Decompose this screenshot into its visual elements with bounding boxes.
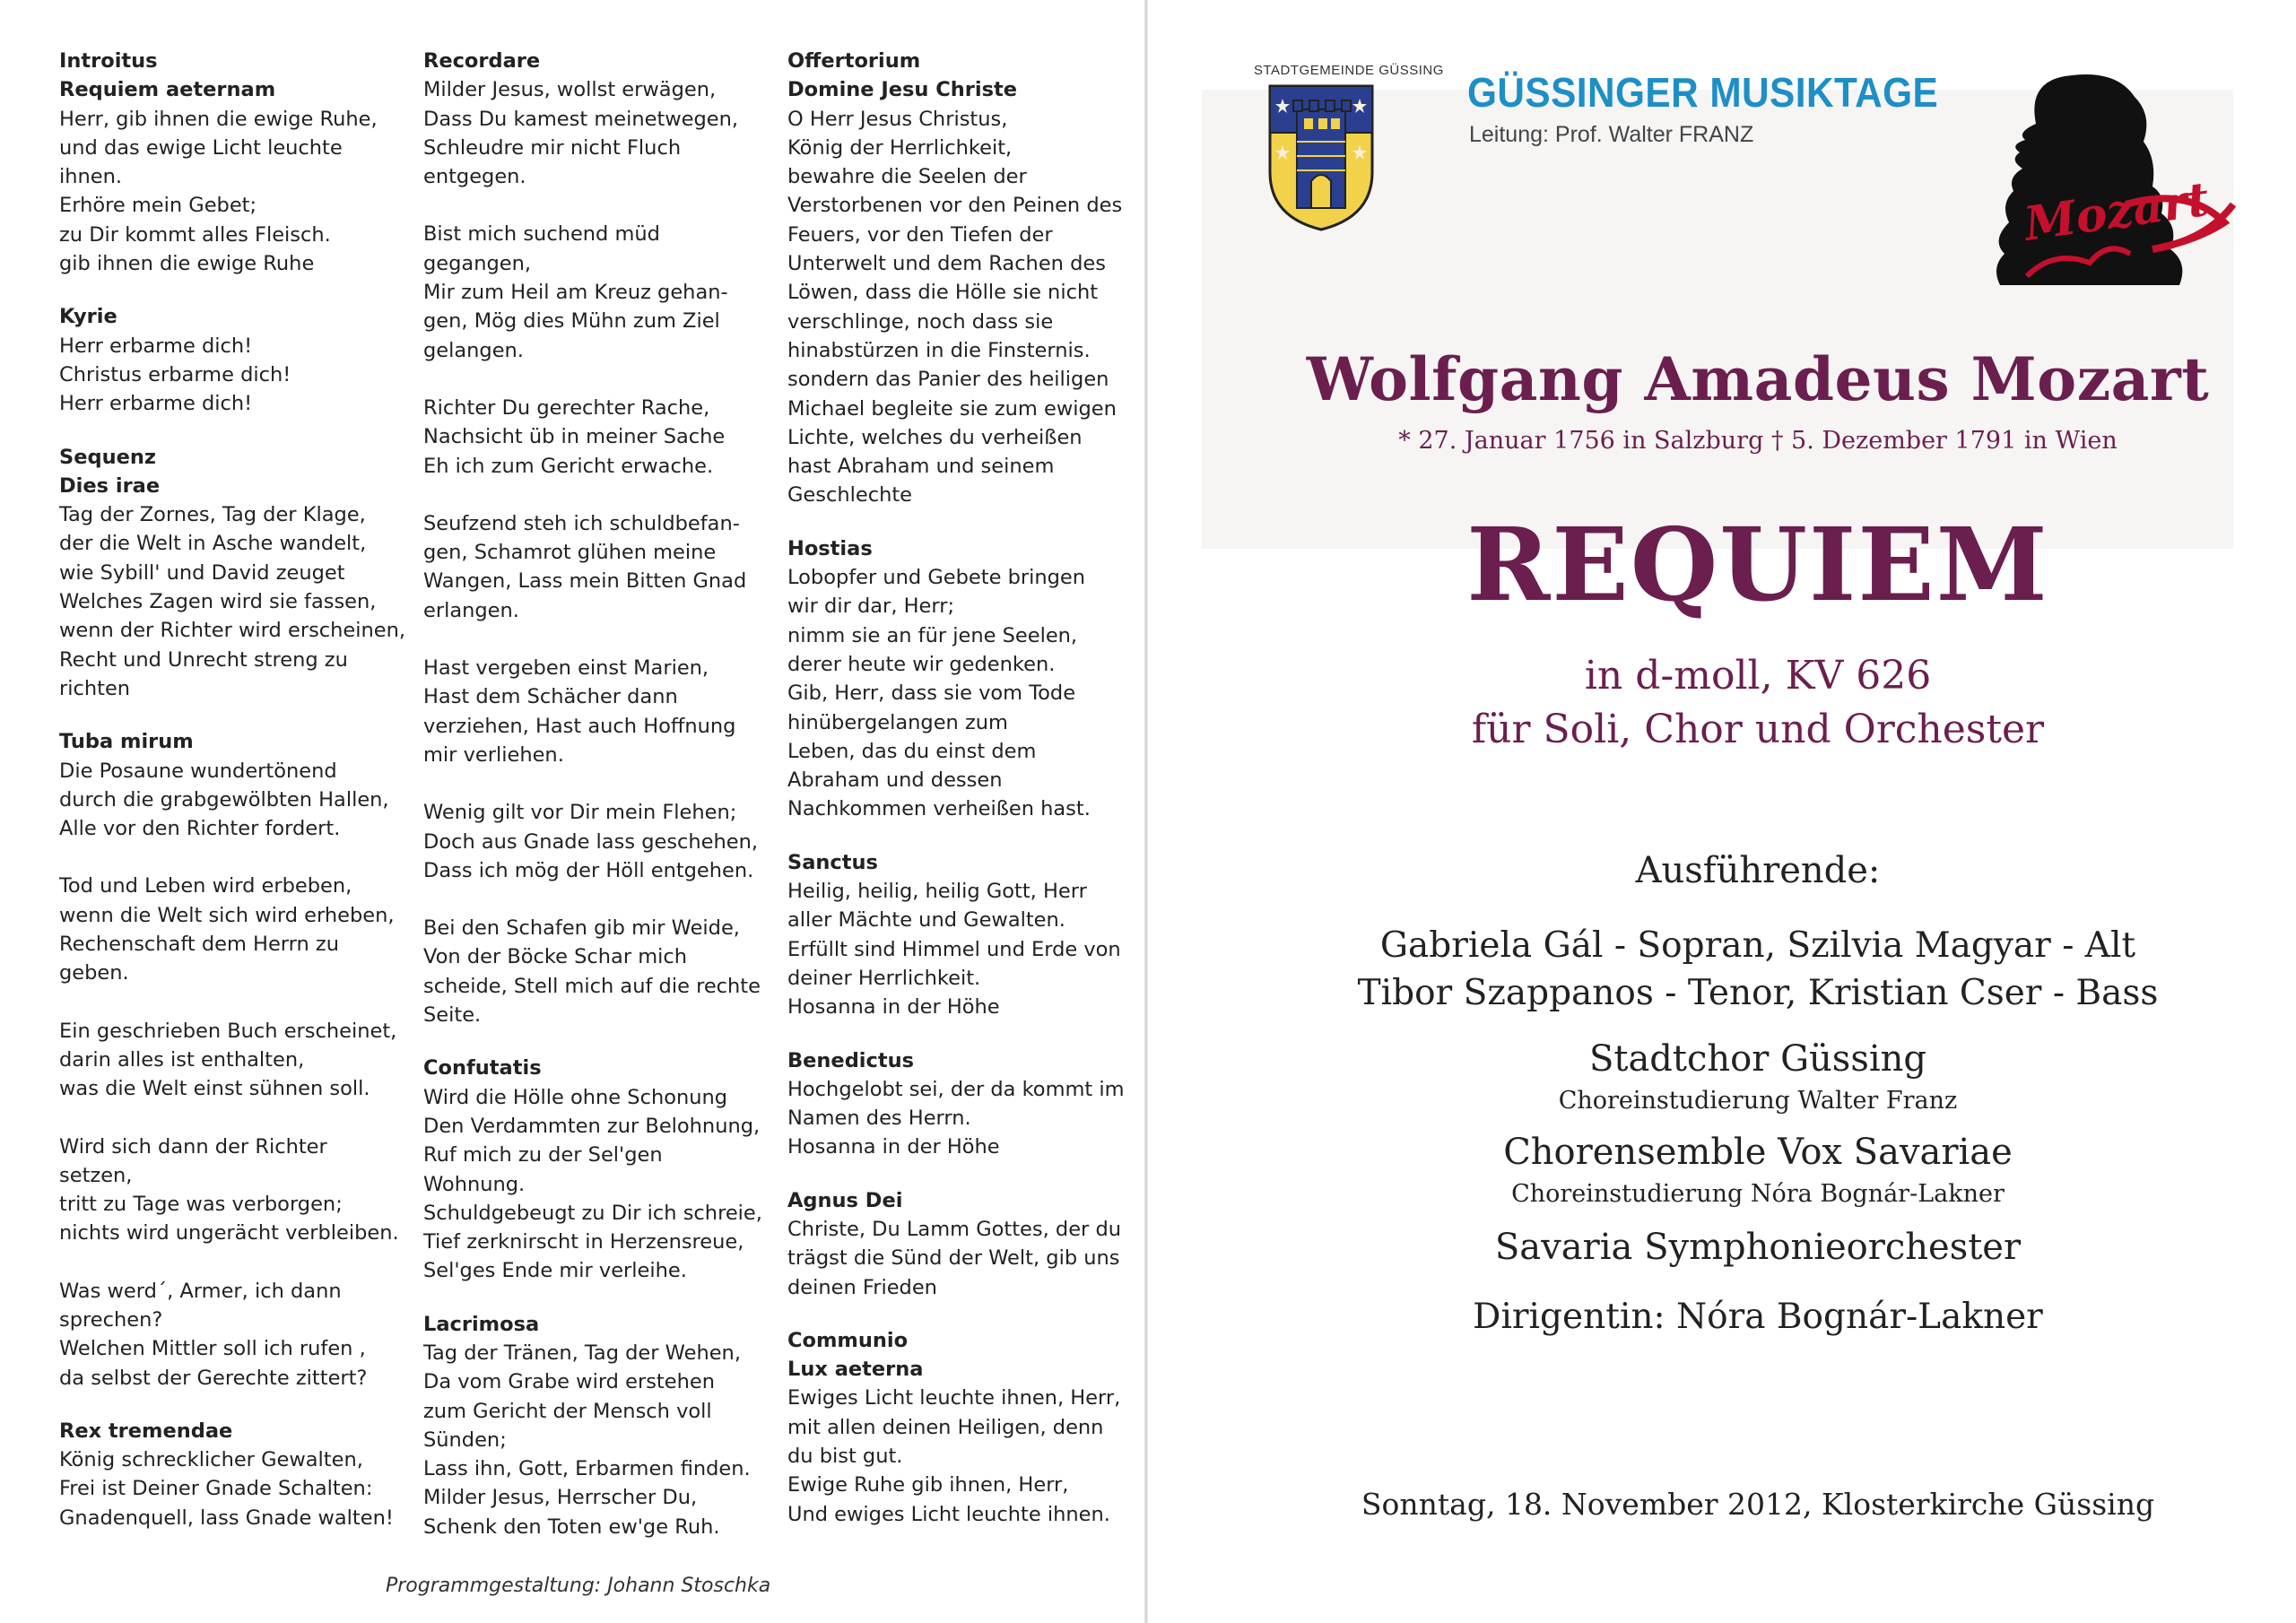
text-line: Alle vor den Richter fordert. xyxy=(59,817,341,841)
text-line: Milder Jesus, wollst erwägen, xyxy=(423,78,717,102)
text-line: Verstorbenen vor den Peinen des xyxy=(787,194,1123,218)
section-heading: Lacrimosa xyxy=(423,1312,540,1336)
text-line: Frei ist Deiner Gnade Schalten: xyxy=(59,1477,373,1501)
stanza xyxy=(787,563,1137,824)
stanza xyxy=(59,1133,409,1248)
text-line: Wird die Hölle ohne Schonung xyxy=(423,1085,728,1109)
text-line: Von der Böcke Schar mich xyxy=(423,945,688,969)
text-line: was die Welt einst sühnen soll. xyxy=(59,1077,370,1101)
text-line: Lass ihn, Gott, Erbarmen finden. xyxy=(423,1457,751,1481)
text-line: gib ihnen die ewige Ruhe xyxy=(59,252,315,276)
text-line: Nachkommen verheißen hast. xyxy=(787,797,1091,821)
soloists xyxy=(1292,922,2224,1017)
text-line: nimm sie an für jene Seelen, xyxy=(787,623,1078,647)
mozart-signature: Mozart xyxy=(2021,171,2213,252)
text-line: Schleudre mir nicht Fluch xyxy=(423,135,682,160)
text-line: Recht und Unrecht streng zu xyxy=(59,647,348,672)
section-heading: Offertorium xyxy=(787,49,921,73)
page-fold xyxy=(1144,0,1148,1623)
stanza xyxy=(59,757,409,844)
crest-label: STADTGEMEINDE GÜSSING xyxy=(1254,63,1444,78)
text-line: du bist gut. xyxy=(787,1445,903,1469)
composer-name: Wolfgang Amadeus Mozart xyxy=(1306,344,2210,414)
text-line: Gib, Herr, dass sie vom Tode xyxy=(787,681,1076,706)
text-line: König der Herrlichkeit, xyxy=(787,135,1013,160)
section-heading: Requiem aeternam xyxy=(59,78,276,102)
text-line: Ewige Ruhe gib ihnen, Herr, xyxy=(787,1473,1069,1497)
section-heading: Domine Jesu Christe xyxy=(787,78,1018,102)
text-section xyxy=(59,727,409,1393)
soloists-line: Gabriela Gál - Sopran, Szilvia Magyar - Alt xyxy=(1379,925,2136,966)
text-line: Schenk den Toten ew'ge Ruh. xyxy=(423,1515,720,1539)
text-line: da selbst der Gerechte zittert? xyxy=(59,1366,368,1390)
text-line: Erfüllt sind Himmel und Erde von xyxy=(787,937,1121,961)
text-line: Lobopfer und Gebete bringen xyxy=(787,566,1086,590)
stanza xyxy=(423,509,773,625)
text-line: Die Posaune wundertönend xyxy=(59,759,337,783)
stanza xyxy=(423,394,773,481)
text-line: gegangen, xyxy=(423,251,531,275)
stanza xyxy=(59,332,409,419)
text-line: Seufzend steh ich schuldbefan- xyxy=(423,511,740,535)
stanza xyxy=(787,105,1137,510)
text-line: Was werd´, Armer, ich dann xyxy=(59,1279,342,1303)
section-heading: Dies irae xyxy=(59,473,161,498)
stanza xyxy=(787,1215,1137,1302)
text-line: darin alles ist enthalten, xyxy=(59,1047,305,1072)
ensemble-director: Choreinstudierung Nóra Bognár-Lakner xyxy=(1511,1180,2005,1208)
text-line: Tag der Tränen, Tag der Wehen, xyxy=(423,1341,741,1365)
text-line: Ruf mich zu der Sel'gen xyxy=(423,1143,663,1167)
section-heading: Introitus xyxy=(59,49,158,73)
text-line: verziehen, Hast auch Hoffnung xyxy=(423,714,736,738)
text-line: Dass ich mög der Höll entgehen. xyxy=(423,858,754,882)
text-line: zu Dir kommt alles Fleisch. xyxy=(59,222,331,247)
festival-director: Leitung: Prof. Walter FRANZ xyxy=(1469,122,1754,147)
performers-heading: Ausführende: xyxy=(1635,850,1881,891)
text-line: wir dir dar, Herr; xyxy=(787,595,955,619)
text-line: Richter Du gerechter Rache, xyxy=(423,395,710,420)
text-line: wenn die Welt sich wird erheben, xyxy=(59,903,395,927)
event-date-venue: Sonntag, 18. November 2012, Klosterkirche Güssing xyxy=(1361,1487,2155,1522)
text-line: mir verliehen. xyxy=(423,742,564,767)
text-line: Und ewiges Licht leuchte ihnen. xyxy=(787,1502,1110,1526)
text-line: Erhöre mein Gebet; xyxy=(59,194,257,218)
section-heading: Recordare xyxy=(423,49,541,73)
ensemble-name: Chorensemble Vox Savariae xyxy=(1503,1132,2013,1173)
text-line: Herr erbarme dich! xyxy=(59,392,253,416)
text-line: Christe, Du Lamm Gottes, der du xyxy=(787,1217,1121,1241)
text-line: Hosanna in der Höhe xyxy=(787,995,1000,1020)
program-credit: Programmgestaltung: Johann Stoschka xyxy=(386,1575,771,1597)
stanza xyxy=(423,1083,773,1286)
text-line: Dass Du kamest meinetwegen, xyxy=(423,107,739,131)
text-line: gen, Schamrot glühen meine xyxy=(423,541,717,565)
text-line: ihnen. xyxy=(59,165,123,189)
text-line: Da vom Grabe wird erstehen xyxy=(423,1370,715,1394)
section-heading: Confutatis xyxy=(423,1056,542,1081)
text-section xyxy=(787,1186,1137,1302)
text-line: Lichte, welches du verheißen xyxy=(787,425,1083,449)
text-line: Gnadenquell, lass Gnade walten! xyxy=(59,1506,394,1530)
text-section xyxy=(423,1054,773,1285)
text-line: Unterwelt und dem Rachen des xyxy=(787,252,1106,276)
text-line: Hosanna in der Höhe xyxy=(787,1135,1000,1159)
stanza xyxy=(59,1277,409,1393)
text-line: entgegen. xyxy=(423,165,526,189)
text-line: und das ewige Licht leuchte xyxy=(59,135,343,160)
ensemble-name: Stadtchor Güssing xyxy=(1588,1038,1926,1080)
text-line: derer heute wir gedenken. xyxy=(787,652,1056,676)
text-line: Schuldgebeugt zu Dir ich schreie, xyxy=(423,1201,762,1225)
work-scoring: für Soli, Chor und Orchester xyxy=(1471,707,2045,752)
text-line: nichts wird ungerächt verbleiben. xyxy=(59,1221,399,1245)
text-section xyxy=(787,1326,1137,1529)
text-line: bewahre die Seelen der xyxy=(787,165,1027,189)
stanza xyxy=(423,798,773,885)
text-column-2 xyxy=(423,47,773,1566)
text-line: Wohnung. xyxy=(423,1172,526,1196)
text-line: Namen des Herrn. xyxy=(787,1107,971,1131)
stanza xyxy=(59,1017,409,1104)
stanza xyxy=(59,500,409,703)
text-line: geben. xyxy=(59,961,129,985)
festival-title: GÜSSINGER MUSIKTAGE xyxy=(1467,69,1939,116)
text-line: deinen Frieden xyxy=(787,1275,937,1299)
text-line: erlangen. xyxy=(423,598,519,622)
text-line: Milder Jesus, Herrscher Du, xyxy=(423,1486,698,1510)
text-column-3 xyxy=(787,47,1137,1553)
section-heading: Kyrie xyxy=(59,305,117,329)
text-line: O Herr Jesus Christus, xyxy=(787,107,1008,131)
text-section xyxy=(59,47,409,278)
text-line: wie Sybill' und David zeuget xyxy=(59,560,345,585)
text-line: Löwen, dass die Hölle sie nicht xyxy=(787,281,1099,305)
composer-dates: * 27. Januar 1756 in Salzburg † 5. Dezember 1791 in Wien xyxy=(1398,427,2118,455)
text-line: Leben, das du einst dem xyxy=(787,739,1037,763)
text-section xyxy=(59,302,409,418)
text-section xyxy=(787,1046,1137,1162)
stanza xyxy=(423,654,773,769)
text-line: Herr erbarme dich! xyxy=(59,334,253,358)
section-heading: Tuba mirum xyxy=(59,730,194,754)
text-line: Hochgelobt sei, der da kommt im xyxy=(787,1077,1125,1101)
stanza xyxy=(59,872,409,987)
section-heading: Rex tremendae xyxy=(59,1419,233,1443)
text-line: richten xyxy=(59,676,131,700)
text-line: trägst die Sünd der Welt, gib uns xyxy=(787,1246,1120,1271)
text-section xyxy=(787,534,1137,824)
text-section xyxy=(787,848,1137,1022)
text-line: Tief zerknirscht in Herzensreue, xyxy=(423,1230,744,1254)
text-line: gen, Mög dies Mühn zum Ziel xyxy=(423,309,720,334)
text-line: Bei den Schafen gib mir Weide, xyxy=(423,916,740,941)
text-line: Ein geschrieben Buch erscheinet, xyxy=(59,1019,397,1043)
text-line: Tag der Zornes, Tag der Klage, xyxy=(59,503,366,527)
text-line: Feuers, vor den Tiefen der xyxy=(787,222,1053,247)
text-line: Rechenschaft dem Herrn zu xyxy=(59,933,339,957)
text-line: Michael begleite sie zum ewigen xyxy=(787,396,1117,421)
text-line: Bist mich suchend müd xyxy=(423,222,660,247)
text-line: Wird sich dann der Richter xyxy=(59,1134,327,1159)
text-line: Seite. xyxy=(423,1003,482,1028)
stanza xyxy=(423,914,773,1029)
text-section xyxy=(423,47,773,1029)
text-line: Christus erbarme dich! xyxy=(59,362,291,386)
text-line: hast Abraham und seinem xyxy=(787,455,1055,479)
text-line: hinübergelangen zum xyxy=(787,710,1008,734)
text-line: Den Verdammten zur Belohnung, xyxy=(423,1114,761,1138)
text-line: deiner Herrlichkeit. xyxy=(787,966,981,990)
text-line: Wangen, Lass mein Bitten Gnad xyxy=(423,569,747,594)
text-line: der die Welt in Asche wandelt, xyxy=(59,532,367,556)
mozart-silhouette-icon xyxy=(1973,70,2242,303)
text-line: Sünden; xyxy=(423,1428,507,1452)
text-line: Geschlechte xyxy=(787,483,913,508)
section-heading: Sequenz xyxy=(59,445,156,469)
stanza xyxy=(423,75,773,191)
text-line: Doch aus Gnade lass geschehen, xyxy=(423,829,759,854)
text-line: Ewiges Licht leuchte ihnen, Herr, xyxy=(787,1386,1121,1410)
text-line: tritt zu Tage was verborgen; xyxy=(59,1193,343,1217)
work-title: REQUIEM xyxy=(1466,507,2049,624)
text-column-1 xyxy=(59,47,409,1557)
section-heading: Lux aeterna xyxy=(787,1358,924,1382)
text-line: Abraham und dessen xyxy=(787,768,1003,793)
text-line: durch die grabgewölbten Hallen, xyxy=(59,787,389,812)
orchestra-name: Savaria Symphonieorchester xyxy=(1494,1227,2022,1268)
section-heading: Communio xyxy=(787,1328,909,1352)
text-section xyxy=(59,1417,409,1532)
stanza xyxy=(787,1384,1137,1528)
text-line: wenn der Richter wird erscheinen, xyxy=(59,619,406,643)
stanza xyxy=(423,1339,773,1541)
stanza xyxy=(787,877,1137,1021)
text-line: zum Gericht der Mensch voll xyxy=(423,1399,712,1423)
text-section xyxy=(787,47,1137,510)
text-line: scheide, Stell mich auf die rechte xyxy=(423,974,761,998)
section-heading: Sanctus xyxy=(787,850,878,874)
section-heading: Benedictus xyxy=(787,1048,915,1072)
text-line: Sel'ges Ende mir verleihe. xyxy=(423,1259,687,1283)
coat-of-arms-icon xyxy=(1266,82,1376,233)
text-line: Welches Zagen wird sie fassen, xyxy=(59,590,377,614)
text-section xyxy=(59,443,409,704)
text-line: setzen, xyxy=(59,1163,133,1187)
work-key: in d-moll, KV 626 xyxy=(1584,653,1932,699)
stanza xyxy=(59,1445,409,1532)
text-line: Eh ich zum Gericht erwache. xyxy=(423,454,714,478)
text-line: Herr, gib ihnen die ewige Ruhe, xyxy=(59,107,378,131)
text-line: verschlinge, noch dass sie xyxy=(787,309,1054,334)
text-line: Heilig, heilig, heilig Gott, Herr xyxy=(787,880,1087,904)
text-line: aller Mächte und Gewalten. xyxy=(787,908,1065,933)
text-line: Hast vergeben einst Marien, xyxy=(423,656,709,681)
text-line: hinabstürzen in die Finsternis. xyxy=(787,338,1091,362)
text-line: mit allen deinen Heiligen, denn xyxy=(787,1415,1104,1439)
text-line: sprechen? xyxy=(59,1307,163,1332)
text-line: Wenig gilt vor Dir mein Flehen; xyxy=(423,801,737,825)
text-line: König schrecklicher Gewalten, xyxy=(59,1448,363,1472)
text-line: Hast dem Schächer dann xyxy=(423,685,678,709)
stanza xyxy=(423,220,773,364)
stanza xyxy=(59,105,409,279)
text-line: Welchen Mittler soll ich rufen , xyxy=(59,1337,366,1361)
soloists-line: Tibor Szappanos - Tenor, Kristian Cser - Bass xyxy=(1357,973,2159,1013)
conductor: Dirigentin: Nóra Bognár-Lakner xyxy=(1473,1297,2043,1337)
text-line: Tod und Leben wird erbeben, xyxy=(59,874,352,898)
ensemble-director: Choreinstudierung Walter Franz xyxy=(1558,1087,1958,1115)
text-line: Mir zum Heil am Kreuz gehan- xyxy=(423,281,728,305)
section-heading: Agnus Dei xyxy=(787,1188,903,1212)
stanza xyxy=(787,1075,1137,1162)
text-line: sondern das Panier des heiligen xyxy=(787,368,1109,392)
text-section xyxy=(423,1310,773,1541)
section-heading: Hostias xyxy=(787,536,873,560)
text-line: gelangen. xyxy=(423,338,524,362)
text-line: Nachsicht üb in meiner Sache xyxy=(423,425,726,449)
